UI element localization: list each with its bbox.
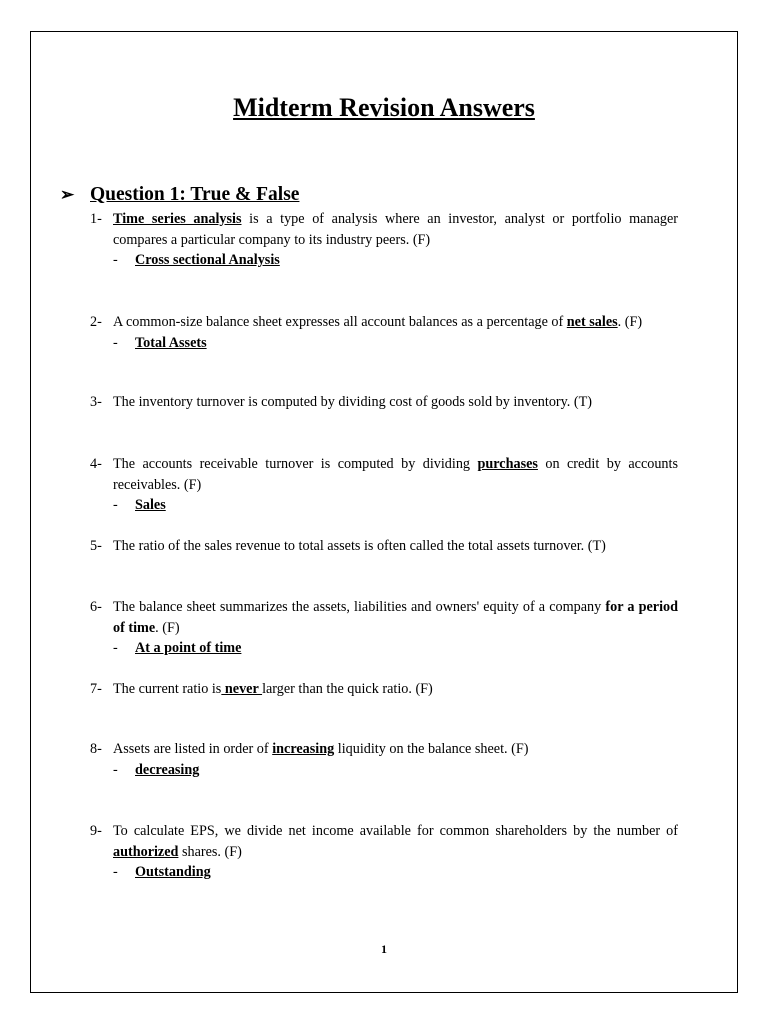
question-number: 1- xyxy=(90,211,102,227)
answer-line xyxy=(113,638,678,659)
question-number: 5- xyxy=(90,538,102,554)
question-text: To calculate EPS, we divide net income available for common shareholders by the number of authorized shares. (F) xyxy=(113,823,678,860)
correct-answer: Total Assets xyxy=(135,334,207,351)
key-term: never xyxy=(221,681,263,697)
answer-dash: - xyxy=(113,640,118,656)
document-title: Midterm Revision Answers xyxy=(233,93,535,122)
question-text: The accounts receivable turnover is computed by dividing purchases on credit by accounts receivables. (F) xyxy=(113,456,678,493)
question-text: The inventory turnover is computed by dividing cost of goods sold by inventory. (T) xyxy=(113,394,593,410)
question-8 xyxy=(90,739,678,780)
answer-dash: - xyxy=(113,761,118,778)
question-number: 3- xyxy=(90,394,102,410)
question-1 xyxy=(90,209,678,271)
answer-line xyxy=(113,760,678,781)
correct-answer: Outstanding xyxy=(135,864,211,880)
question-text: A common-size balance sheet expresses all account balances as a percentage of net sales. (F) xyxy=(113,314,643,330)
question-4 xyxy=(90,454,678,516)
question-number: 2- xyxy=(90,314,102,330)
question-7 xyxy=(90,679,678,700)
key-term: Time series analysis xyxy=(113,211,242,227)
question-2 xyxy=(90,312,678,353)
correct-answer: Cross sectional Analysis xyxy=(135,252,280,268)
question-number: 7- xyxy=(90,681,102,697)
answer-line xyxy=(113,250,678,271)
question-text: Assets are listed in order of increasing liquidity on the balance sheet. (F) xyxy=(113,741,529,757)
question-text: The ratio of the sales revenue to total assets is often called the total assets turnover. (T) xyxy=(113,538,606,554)
question-number: 9- xyxy=(90,823,102,839)
answer-line xyxy=(113,862,678,883)
answer-dash: - xyxy=(113,252,118,268)
page-number: 1 xyxy=(381,942,387,956)
question-5 xyxy=(90,536,678,557)
question-number: 4- xyxy=(90,456,102,472)
question-6 xyxy=(90,597,678,659)
section-heading-text: Question 1: True & False xyxy=(90,184,300,205)
answer-dash: - xyxy=(113,864,118,880)
key-term: purchases xyxy=(477,456,538,472)
key-term: net sales xyxy=(566,314,618,330)
answer-dash: - xyxy=(113,334,118,351)
key-term: authorized xyxy=(113,843,179,860)
question-number: 8- xyxy=(90,741,102,757)
question-9 xyxy=(90,821,678,883)
question-text: The balance sheet summarizes the assets, liabilities and owners' equity of a company for a period of time. (F) xyxy=(113,599,678,636)
answer-line xyxy=(113,333,678,354)
question-number: 6- xyxy=(90,599,102,615)
answer-dash: - xyxy=(113,497,118,513)
key-term: increasing xyxy=(272,741,335,757)
arrow-bullet-icon: ➢ xyxy=(60,185,75,204)
correct-answer: decreasing xyxy=(135,761,200,778)
key-term: for a period of time xyxy=(113,599,678,636)
question-text: The current ratio is never larger than the quick ratio. (F) xyxy=(113,681,433,697)
correct-answer: Sales xyxy=(135,497,166,513)
answer-line xyxy=(113,495,678,516)
question-3 xyxy=(90,392,678,413)
correct-answer: At a point of time xyxy=(135,640,242,656)
section-heading xyxy=(60,184,299,206)
question-text: Time series analysis is a type of analysis where an investor, analyst or portfolio manager compares a particular company to its industry peers. (F) xyxy=(113,211,678,248)
